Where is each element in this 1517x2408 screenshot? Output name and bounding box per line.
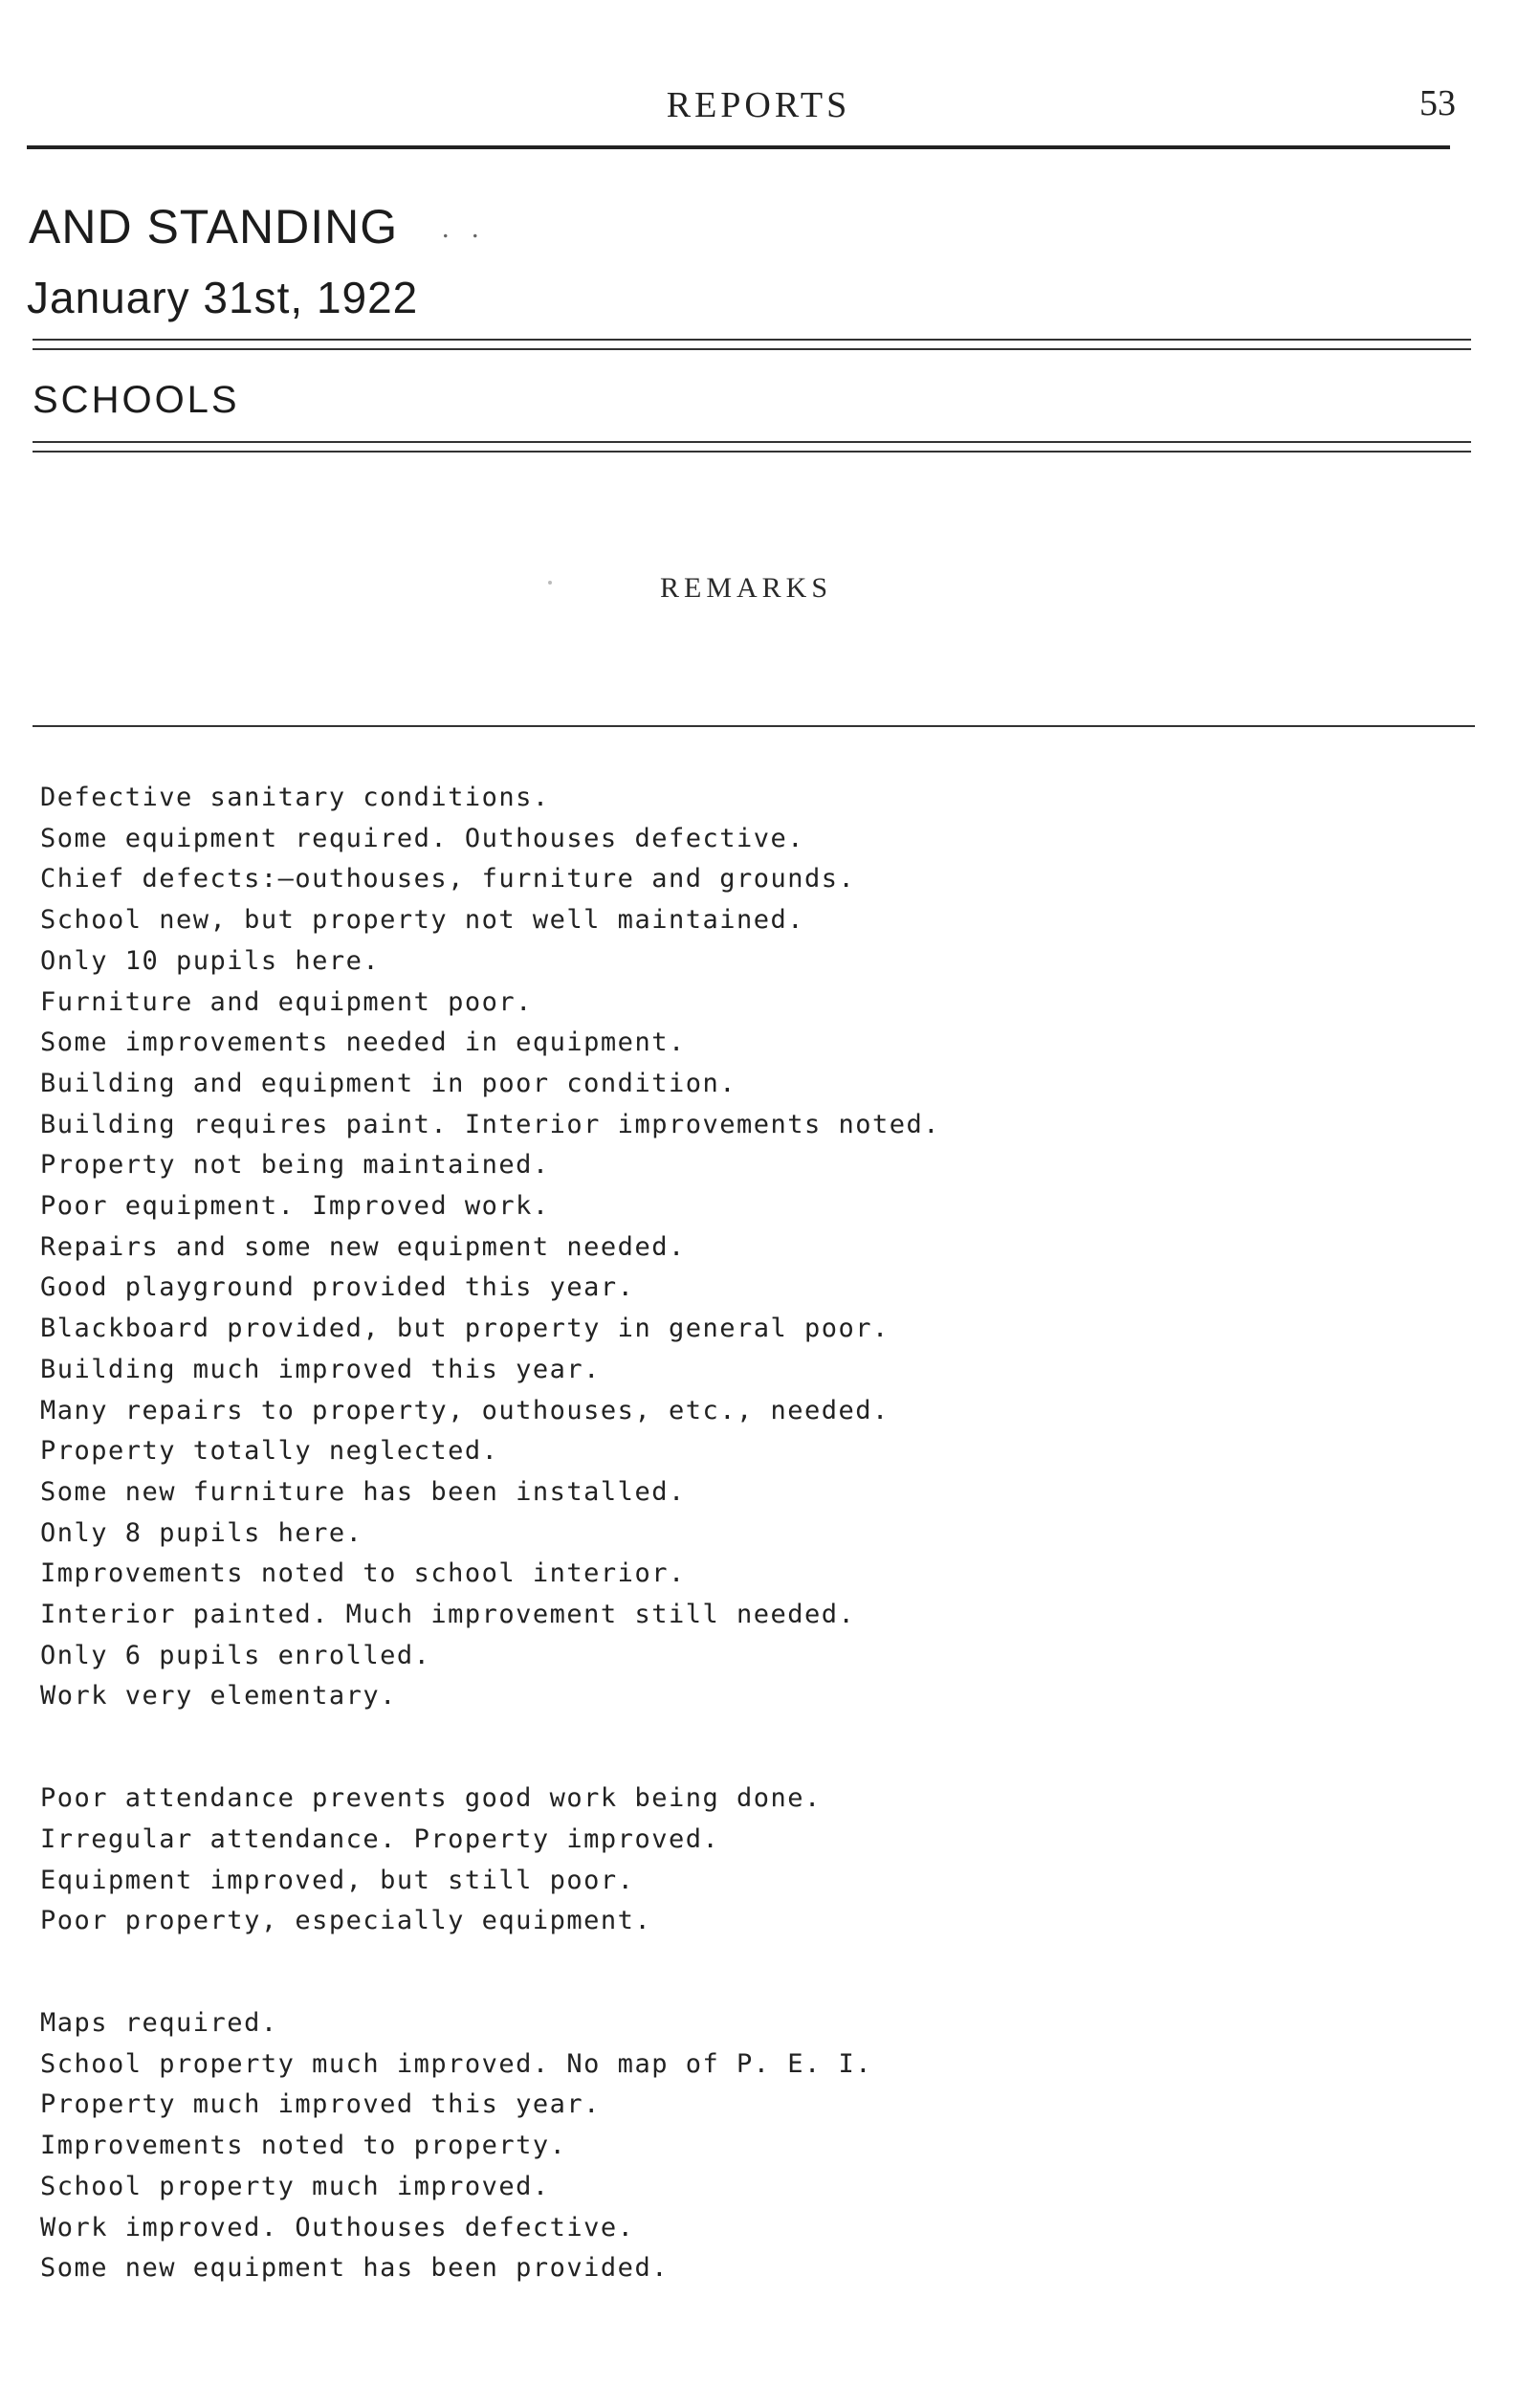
print-speck (548, 581, 552, 585)
remark-line: Some equipment required. Outhouses defective. (40, 824, 804, 853)
remark-line: Poor equipment. Improved work. (40, 1191, 550, 1221)
remark-line: Defective sanitary conditions. (40, 783, 550, 812)
heading-date: January 31st, 1922 (27, 273, 419, 322)
remark-line: Property not being maintained. (40, 1150, 550, 1180)
remark-line: Work improved. Outhouses defective. (40, 2213, 635, 2242)
double-rule-top-2 (33, 348, 1471, 350)
remark-line: Blackboard provided, but property in general poor. (40, 1314, 890, 1343)
remark-line: Some improvements needed in equipment. (40, 1027, 686, 1057)
heading-dot-marks: . . (442, 212, 487, 244)
section-heading: SCHOOLS (33, 379, 240, 421)
double-rule-bottom-2 (33, 451, 1471, 453)
heading-title: AND STANDING (29, 200, 399, 254)
remark-line: Work very elementary. (40, 1681, 397, 1711)
remark-line: Building requires paint. Interior improvements noted. (40, 1110, 941, 1139)
remark-line: Furniture and equipment poor. (40, 987, 533, 1017)
double-rule-top-1 (33, 339, 1471, 341)
column-header-rule (33, 725, 1475, 727)
remark-line: Improvements noted to property. (40, 2131, 567, 2160)
remark-line: School new, but property not well maintained. (40, 905, 804, 935)
header-rule (27, 145, 1450, 149)
remark-line: Equipment improved, but still poor. (40, 1866, 635, 1895)
remarks-column-header: REMARKS (660, 572, 833, 604)
remark-line: Only 6 pupils enrolled. (40, 1641, 431, 1670)
remark-line: Only 10 pupils here. (40, 946, 381, 976)
remark-line: Chief defects:—outhouses, furniture and grounds. (40, 864, 856, 894)
double-rule-bottom-1 (33, 441, 1471, 443)
remark-line: Property much improved this year. (40, 2089, 601, 2119)
remark-line: Maps required. (40, 2008, 278, 2038)
remark-line: School property much improved. (40, 2172, 550, 2201)
remark-line: School property much improved. No map of P. E. I. (40, 2049, 873, 2079)
remark-line: Repairs and some new equipment needed. (40, 1232, 686, 1262)
remark-line: Property totally neglected. (40, 1436, 499, 1466)
remark-line: Good playground provided this year. (40, 1272, 635, 1302)
running-head: REPORTS (666, 85, 851, 125)
remark-line: Interior painted. Much improvement still needed. (40, 1600, 856, 1629)
remark-line: Building and equipment in poor condition. (40, 1069, 737, 1098)
remark-line: Improvements noted to school interior. (40, 1558, 686, 1588)
remark-line: Poor attendance prevents good work being done. (40, 1783, 822, 1813)
remark-line: Only 8 pupils here. (40, 1518, 363, 1548)
remark-line: Some new furniture has been installed. (40, 1477, 686, 1507)
remark-line: Some new equipment has been provided. (40, 2253, 669, 2283)
remark-line: Building much improved this year. (40, 1355, 601, 1384)
remark-line: Poor property, especially equipment. (40, 1906, 652, 1935)
page-number: 53 (1419, 83, 1456, 123)
remark-line: Many repairs to property, outhouses, etc., needed. (40, 1396, 890, 1425)
remark-line: Irregular attendance. Property improved. (40, 1824, 720, 1854)
